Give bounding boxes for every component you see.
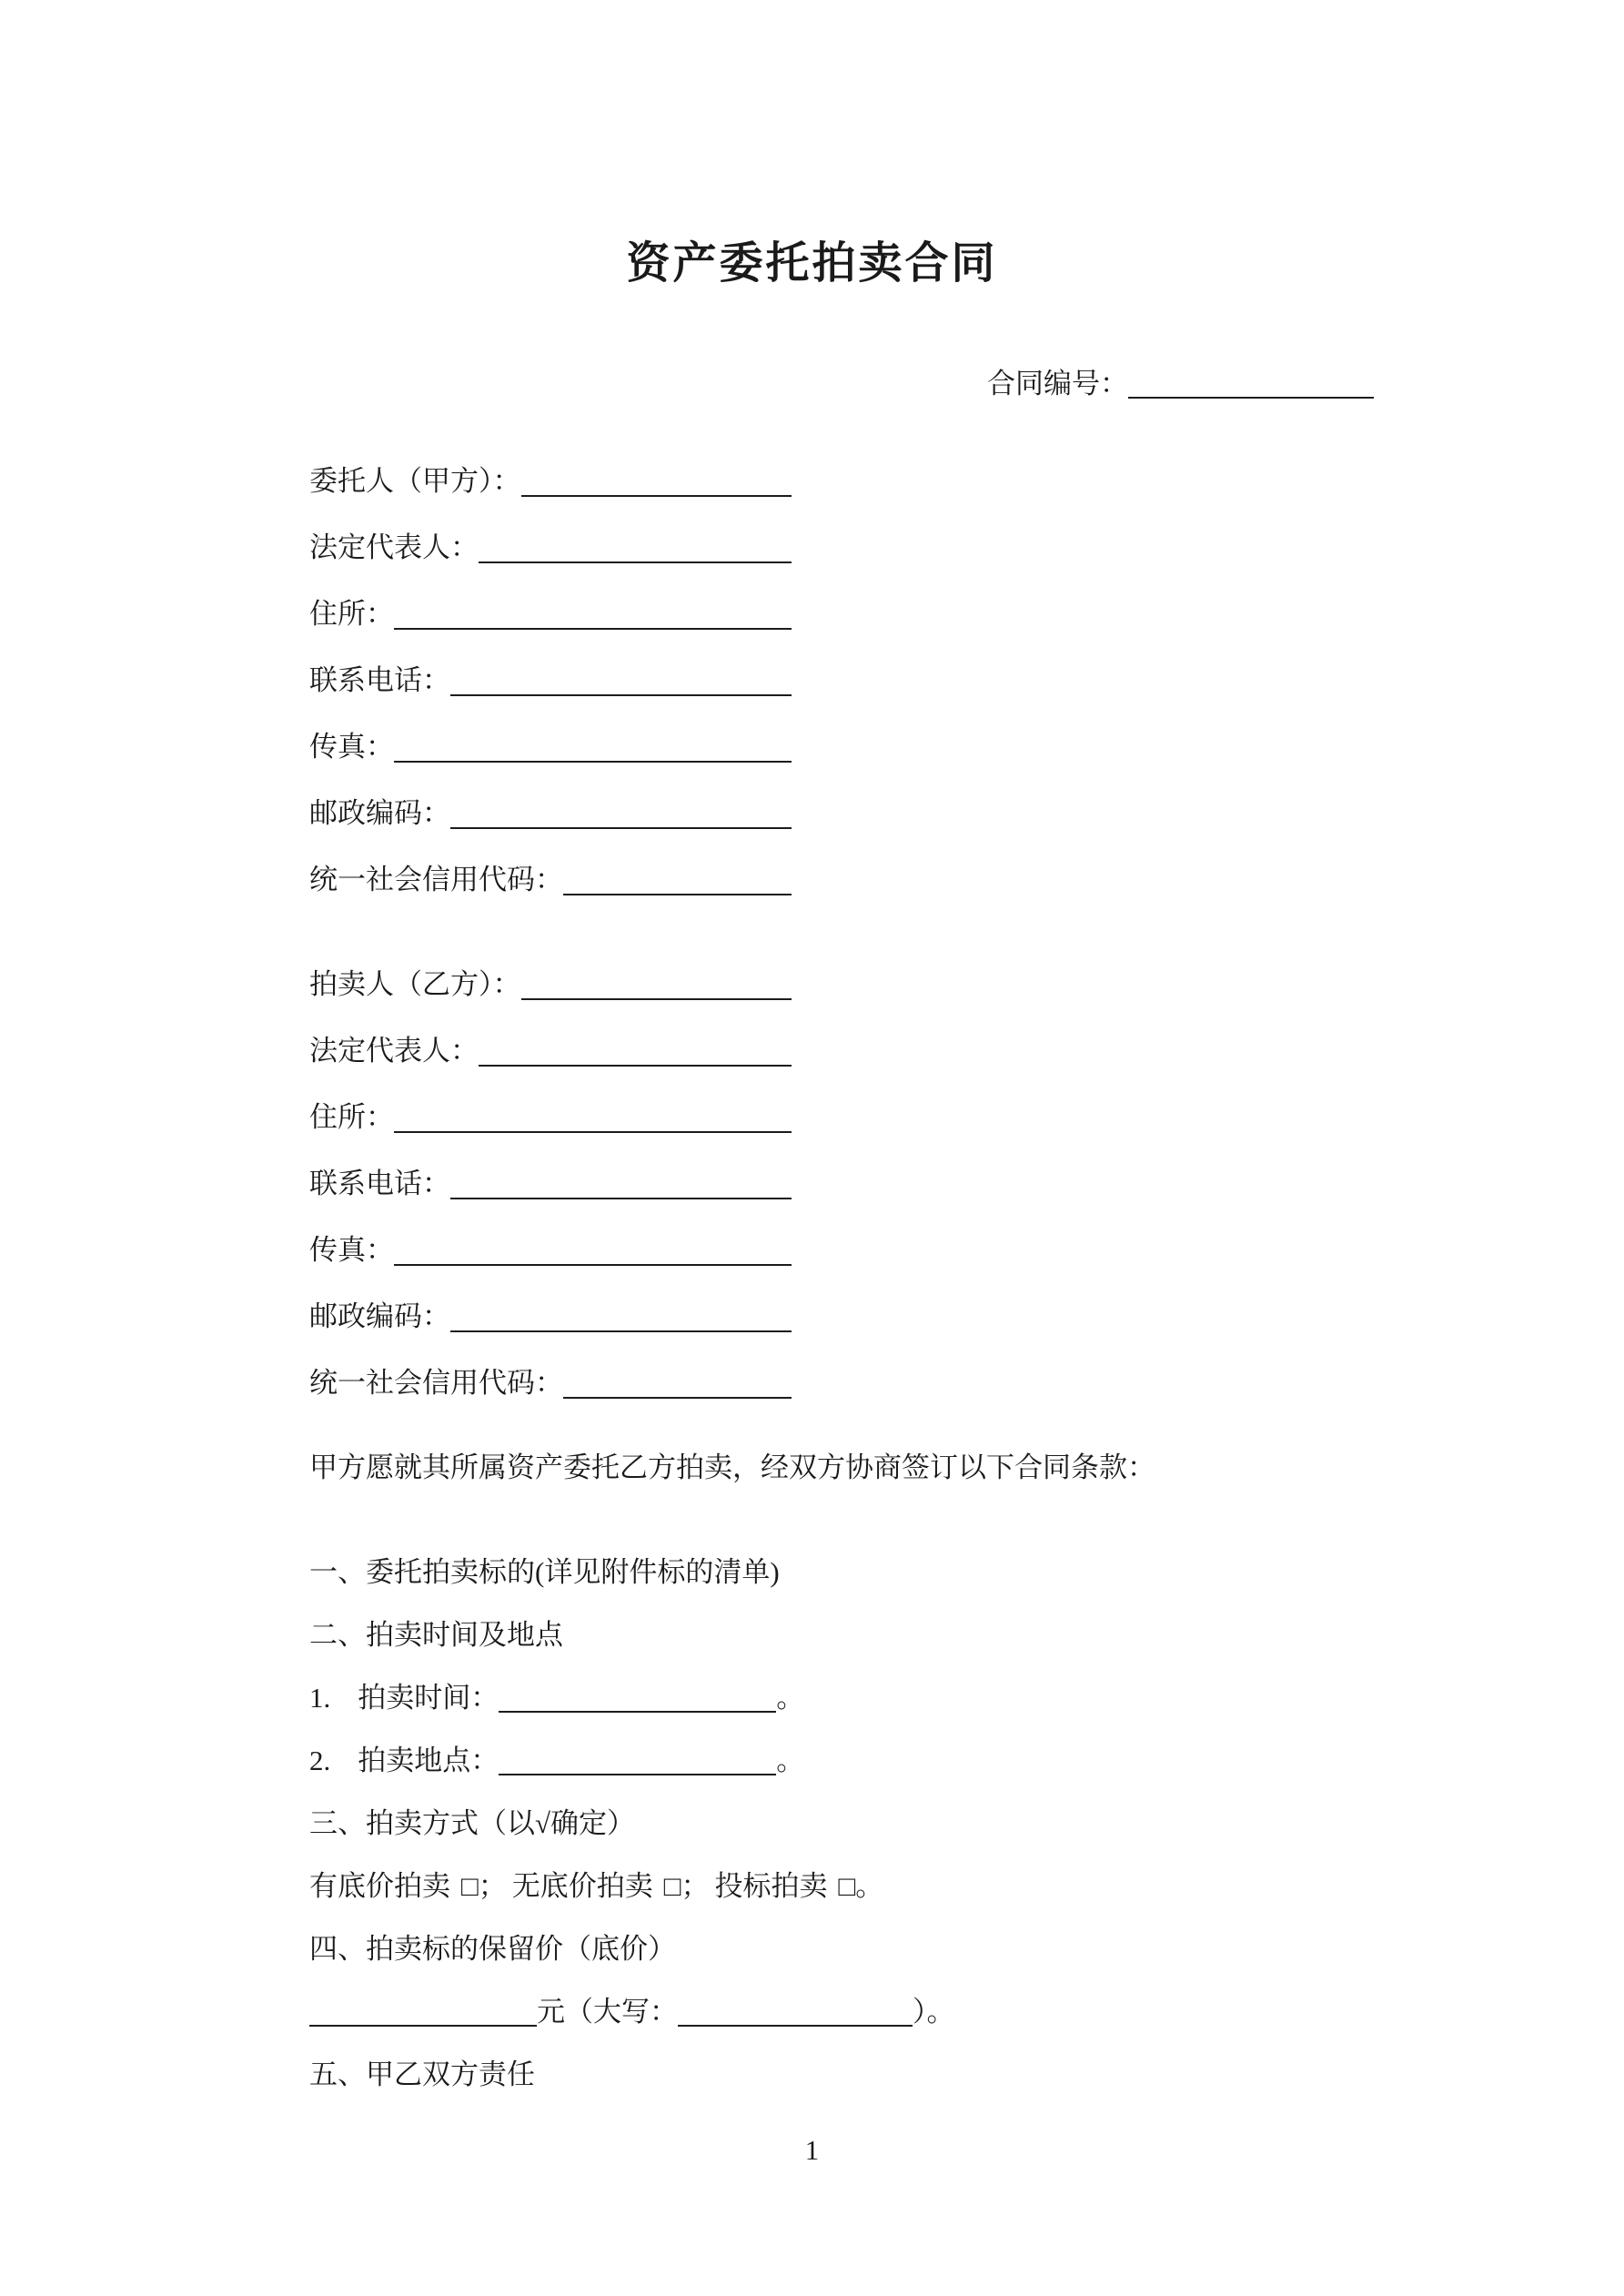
reserve-price-line bbox=[309, 1980, 1624, 2043]
price-amount-blank-line bbox=[309, 2014, 537, 2027]
method-option-reserve: 有底价拍卖 bbox=[309, 1870, 450, 1902]
price-words-blank-line bbox=[678, 2014, 913, 2027]
field-row-party-b-name bbox=[309, 948, 792, 1015]
field-row-party-a-phone bbox=[309, 644, 792, 711]
blank-line bbox=[499, 1763, 776, 1775]
method-option-no-reserve: 无底价拍卖 bbox=[511, 1870, 653, 1902]
party-a-fields bbox=[309, 445, 1624, 910]
checkbox-icon: □ bbox=[663, 1870, 681, 1902]
blank-line bbox=[450, 1148, 792, 1199]
item-number: 2. bbox=[309, 1745, 331, 1776]
field-row-party-b-phone bbox=[309, 1148, 792, 1214]
item-label: 拍卖地点： bbox=[358, 1745, 499, 1776]
field-label: 法定代表人： bbox=[309, 1035, 479, 1067]
method-option-tender: 投标拍卖 bbox=[714, 1870, 828, 1902]
blank-line bbox=[394, 1214, 792, 1266]
auction-method-options-line bbox=[309, 1855, 1624, 1917]
blank-line bbox=[563, 844, 792, 895]
field-label: 拍卖人（乙方）： bbox=[309, 968, 521, 1000]
clause-2-time-place: 二、拍卖时间及地点 bbox=[309, 1619, 563, 1651]
field-label: 住所： bbox=[309, 1101, 394, 1133]
field-row-party-b-address bbox=[309, 1081, 792, 1148]
contract-number-blank-line bbox=[1128, 386, 1374, 399]
checkbox-icon: □ bbox=[461, 1870, 479, 1902]
field-row-party-a-legal-rep bbox=[309, 511, 792, 578]
item-suffix: 。 bbox=[776, 1682, 805, 1714]
blank-line bbox=[450, 777, 792, 829]
field-row-party-a-fax bbox=[309, 711, 792, 777]
field-label: 住所： bbox=[309, 598, 394, 630]
field-label: 邮政编码： bbox=[309, 797, 450, 829]
field-row-party-b-fax bbox=[309, 1214, 792, 1280]
option-separator: 。 bbox=[855, 1870, 884, 1902]
blank-line bbox=[450, 1280, 792, 1332]
field-row-party-a-name bbox=[309, 445, 792, 511]
clause-item-auction-time bbox=[309, 1666, 1624, 1729]
field-row-party-a-address bbox=[309, 578, 792, 644]
blank-line bbox=[394, 711, 792, 763]
field-label: 传真： bbox=[309, 1234, 394, 1266]
option-separator: ； bbox=[681, 1870, 710, 1902]
intro-paragraph: 甲方愿就其所属资产委托乙方拍卖，经双方协商签订以下合同条款： bbox=[309, 1451, 1155, 1483]
blank-line bbox=[521, 445, 792, 497]
clause-1-subject: 一、委托拍卖标的(详见附件标的清单) bbox=[309, 1556, 780, 1588]
field-label: 委托人（甲方）： bbox=[309, 465, 521, 497]
field-row-party-a-postcode bbox=[309, 777, 792, 844]
field-label: 统一社会信用代码： bbox=[309, 864, 563, 895]
page-number: 1 bbox=[804, 2134, 820, 2166]
contract-number-label: 合同编号： bbox=[987, 368, 1128, 400]
price-line-suffix: ）。 bbox=[913, 1996, 955, 2028]
field-label: 统一社会信用代码： bbox=[309, 1367, 563, 1399]
field-row-party-b-credit-code bbox=[309, 1347, 792, 1413]
field-label: 联系电话： bbox=[309, 664, 450, 696]
item-number: 1. bbox=[309, 1682, 331, 1714]
field-label: 传真： bbox=[309, 731, 394, 763]
field-row-party-b-postcode bbox=[309, 1280, 792, 1347]
blank-line bbox=[394, 1081, 792, 1133]
contract-number-line bbox=[0, 364, 1374, 404]
clause-item-auction-place bbox=[309, 1729, 1624, 1792]
blank-line bbox=[521, 948, 792, 1000]
field-row-party-b-legal-rep bbox=[309, 1015, 792, 1081]
blank-line bbox=[450, 644, 792, 696]
field-label: 邮政编码： bbox=[309, 1300, 450, 1332]
blank-line bbox=[479, 511, 792, 563]
blank-line bbox=[394, 578, 792, 630]
option-separator: ； bbox=[478, 1870, 507, 1902]
party-b-fields bbox=[309, 948, 1624, 1413]
clause-3-auction-method: 三、拍卖方式（以√确定） bbox=[309, 1807, 636, 1839]
field-row-party-a-credit-code bbox=[309, 844, 792, 910]
blank-line bbox=[499, 1700, 776, 1713]
clause-5-responsibilities: 五、甲乙双方责任 bbox=[309, 2058, 535, 2090]
field-label: 法定代表人： bbox=[309, 531, 479, 563]
field-label: 联系电话： bbox=[309, 1168, 450, 1199]
item-suffix: 。 bbox=[776, 1745, 805, 1776]
price-unit-label: 元（大写： bbox=[537, 1996, 678, 2028]
checkbox-icon: □ bbox=[838, 1870, 856, 1902]
item-label: 拍卖时间： bbox=[358, 1682, 499, 1714]
blank-line bbox=[563, 1347, 792, 1399]
blank-line bbox=[479, 1015, 792, 1067]
document-title: 资产委托拍卖合同 bbox=[626, 239, 998, 288]
clause-4-reserve-price: 四、拍卖标的保留价（底价） bbox=[309, 1933, 676, 1965]
